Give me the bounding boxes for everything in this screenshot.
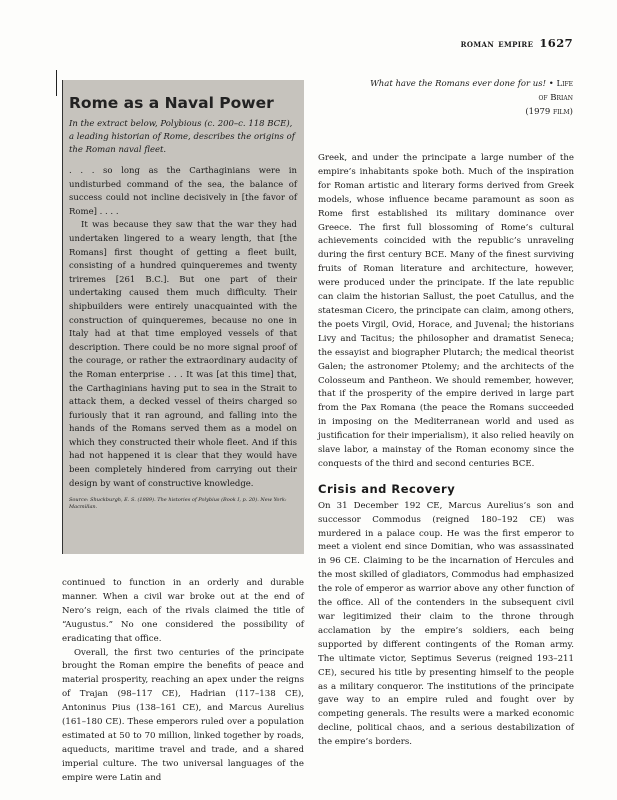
sidebar-paragraph: It was because they saw that the war they had undertaken lingered to a weary length, that [the Romans] first thought of getting a fleet built, consisting of a hundred quinqueremes and twenty triremes [261 B.C.]. But one part of their undertaking caused them much difficulty. Their shipbuilders were entirely unacquainted with the construction of quinqueremes, because no one in Italy had at that time employed vessels of that description. There could be no more signal proof of the courage, or rather the extraordinary audacity of the Roman enterprise . . . It was [at this time] that, the Carthaginians having put to sea in the Strait to attack them, a decked vessel of theirs charged so furiously that it ran aground, and falling into the hands of the Romans served them as a model on which they constructed their whole fleet. And if this had not happened it is clear that they would have been completely hindered from carrying out their design by want of constructive knowledge. — [69, 220, 297, 489]
body-paragraph: continued to function in an orderly and durable manner. When a civil war broke out at the end of Nero’s reign, each of the rivals claimed the title of “Augustus.” No one considered the possibility of eradicating that office. — [62, 578, 304, 644]
epigraph-year: (1979 film) — [525, 107, 573, 117]
body-paragraph: Overall, the first two centuries of the principate brought the Roman empire the benefits of peace and material prosperity, reaching an apex under the reigns of Trajan (98–117 CE), Hadrian (117–138 CE), Antoninus Pius (138–161 CE), and Marcus Aurelius (161–180 CE). These emperors ruled over a population estimated at 50 to 70 million, linked together by roads, aqueducts, maritime travel and trade, and a shared imperial culture. The two universal languages of the empire were Latin and — [62, 647, 304, 783]
sidebar-content — [69, 94, 297, 511]
running-header — [461, 36, 573, 50]
sidebar-rule — [56, 70, 71, 96]
sidebar-paragraph: . . . so long as the Carthaginians were in undisturbed command of the sea, the balance of success could not incline decisively in [the favor of Rome] . . . . — [69, 166, 297, 217]
sidebar-box — [62, 80, 304, 554]
epigraph — [363, 77, 573, 119]
epigraph-bullet: • — [548, 79, 554, 89]
sidebar-body — [69, 165, 297, 491]
body-paragraph: Greek, and under the principate a large number of the empire’s inhabitants spoke both. Much of the inspiration for Roman artistic and literary forms derived from Greek models, whose influence became paramount as soon as Rome first established its military dominance over Greece. The first full blossoming of Rome’s cultural achievements coincided with the republic’s unraveling during the first century BCE. Many of the finest surviving fruits of Roman literature and architecture, however, were produced under the principate. If the late republic can claim the historian Sallust, the poet Catullus, and the statesman Cicero, the principate can claim, among others, the poets Virgil, Ovid, Horace, and Juvenal; the historians Livy and Tacitus; the philosopher and dramatist Seneca; the essayist and biographer Plutarch; the medical theorist Galen; the astronomer Ptolemy; and the architects of the Colosseum and Pantheon. We should remember, however, that if the prosperity of the empire derived in large part from the Pax Romana (the peace the Romans succeeded in imposing on the Mediterranean world and used as justification for their imperialism), it also relied heavily on slave labor, a mainstay of the Roman economy since the conquests of the third and second centuries BCE. — [318, 153, 574, 469]
running-title: roman empire — [460, 38, 534, 50]
left-column — [62, 577, 304, 786]
sidebar-title: Rome as a Naval Power — [69, 94, 274, 112]
epigraph-source: Life of Brian — [538, 79, 573, 103]
sidebar-intro: In the extract below, Polybious (c. 200–c. 118 BCE), a leading historian of Rome, describes the origins of the Roman naval fleet. — [69, 119, 295, 155]
body-paragraph: On 31 December 192 CE, Marcus Aurelius’s son and successor Commodus (reigned 180–192 CE) was murdered in a palace coup. He was the first emperor to meet a violent end since Domitian, who was assassinated in 96 CE. Claiming to be the incarnation of Hercules and the most skilled of gladiators, Commodus had emphasized the role of emperor as warrior above any other function of the office. All of the contenders in the subsequent civil war legitimized their claim to the throne through acclamation by the empire’s soldiers, each being supported by different contingents of the Roman army. The ultimate victor, Septimus Severus (reigned 193–211 CE), secured his title by presenting himself to the people as a military conqueror. The institutions of the principate gave way to an empire ruled and fought over by competing generals. The results were a marked economic decline, political chaos, and a serious destabilization of the empire’s borders. — [318, 500, 574, 748]
page-number: 1627 — [539, 36, 573, 50]
sidebar-source: Source: Shuckburgh, E. S. (1889). The histories of Polybius (Book I, p. 20). New York: Macmillan. — [69, 497, 287, 511]
right-column — [318, 152, 574, 750]
epigraph-quote: What have the Romans ever done for us! — [370, 79, 547, 89]
section-heading: Crisis and Recovery — [318, 481, 456, 496]
